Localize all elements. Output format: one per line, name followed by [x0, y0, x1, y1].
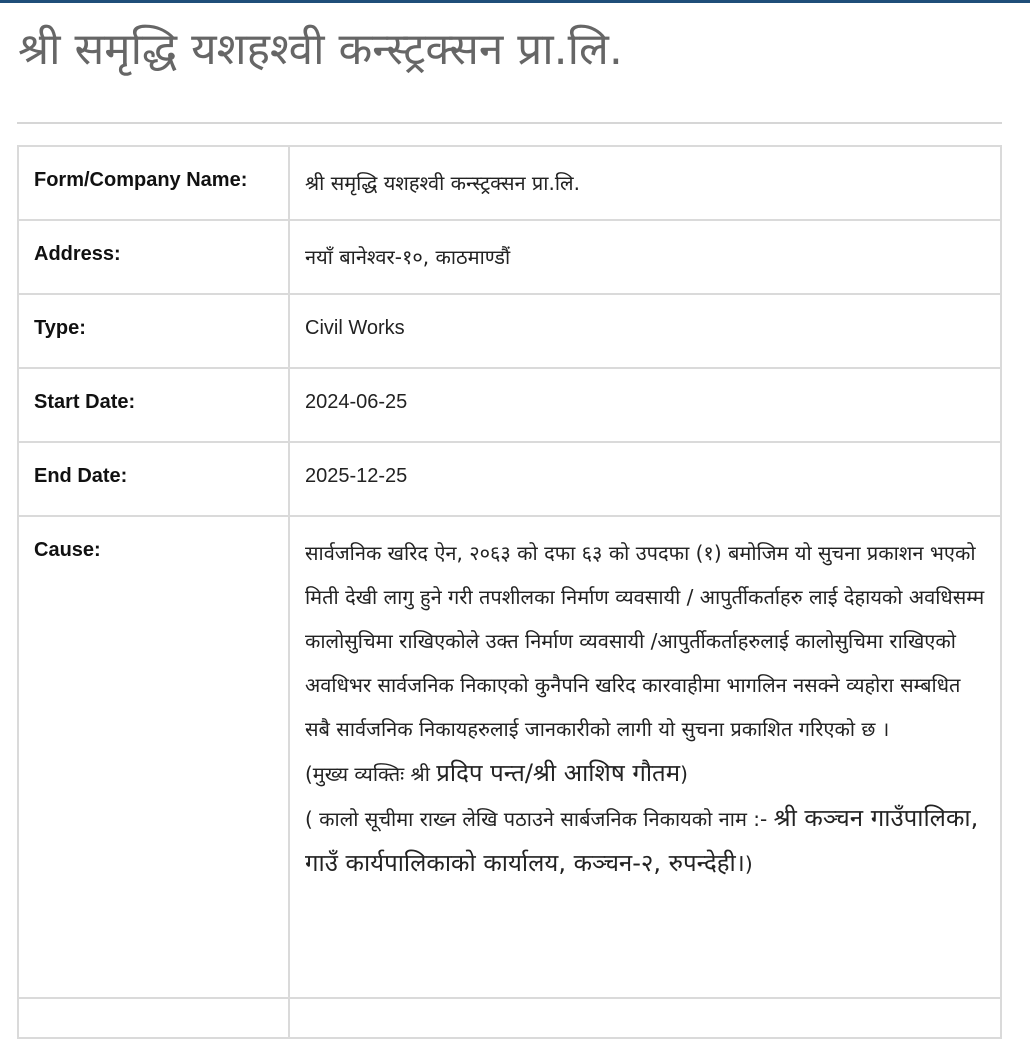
- office-prefix: ( कालो सूचीमा राख्न लेखि पठाउने सार्बजनिक निकायको नाम :-: [305, 807, 774, 831]
- top-accent-bar: [0, 0, 1030, 3]
- office-name: श्री कञ्चन गाउँपालिका, गाउँ कार्यपालिकाको कार्यालय, कञ्चन-२, रुपन्देही।: [305, 804, 979, 877]
- office-line: [305, 796, 986, 886]
- details-table: [17, 145, 1002, 1039]
- key-person-suffix: ): [680, 762, 688, 786]
- start-date-label: Start Date:: [18, 368, 289, 442]
- start-date-value: 2024-06-25: [289, 368, 1001, 442]
- empty-cell: [289, 998, 1001, 1038]
- office-suffix: ): [744, 852, 753, 876]
- company-name-label: Form/Company Name:: [18, 146, 289, 220]
- company-name-value: श्री समृद्धि यशहश्वी कन्स्ट्रक्सन प्रा.लि.: [289, 146, 1001, 220]
- table-row: [18, 998, 1001, 1038]
- key-person-names: प्रदिप पन्त/श्री आशिष गौतम: [436, 759, 681, 787]
- table-row: [18, 442, 1001, 516]
- empty-cell: [18, 998, 289, 1038]
- table-row: [18, 516, 1001, 998]
- page-title: श्री समृद्धि यशहश्वी कन्स्ट्रक्सन प्रा.लि.: [18, 24, 623, 75]
- cause-label: Cause:: [18, 516, 289, 998]
- type-value: Civil Works: [289, 294, 1001, 368]
- type-label: Type:: [18, 294, 289, 368]
- cause-paragraph: सार्वजनिक खरिद ऐन, २०६३ को दफा ६३ को उपदफा (१) बमोजिम यो सुचना प्रकाशन भएको मिती देखी लागु हुने गरी तपशीलका निर्माण व्यवसायी / आपुर्तीकर्ताहरु लाई देहायको अवधिसम्म कालोसुचिमा राखिएकोले उक्त निर्माण व्यवसायी /आपुर्तीकर्ताहरुलाई कालोसुचिमा राखिएको अवधिभर सार्वजनिक निकाएको कुनैपनि खरिद कारवाहीमा भागलिन नसक्ने व्यहोरा सम्बधित सबै सार्वजनिक निकायहरुलाई जानकारीको लागी यो सुचना प्रकाशित गरिएको छ ।: [305, 541, 985, 741]
- table-row: [18, 220, 1001, 294]
- title-divider: [17, 122, 1002, 124]
- table-row: [18, 368, 1001, 442]
- table-row: [18, 294, 1001, 368]
- address-label: Address:: [18, 220, 289, 294]
- table-row: [18, 146, 1001, 220]
- address-value: नयाँ बानेश्वर-१०, काठमाण्डौं: [289, 220, 1001, 294]
- end-date-label: End Date:: [18, 442, 289, 516]
- end-date-value: 2025-12-25: [289, 442, 1001, 516]
- key-person-line: [305, 751, 986, 796]
- cause-value: [289, 516, 1001, 998]
- key-person-prefix: (मुख्य व्यक्तिः श्री: [305, 762, 437, 786]
